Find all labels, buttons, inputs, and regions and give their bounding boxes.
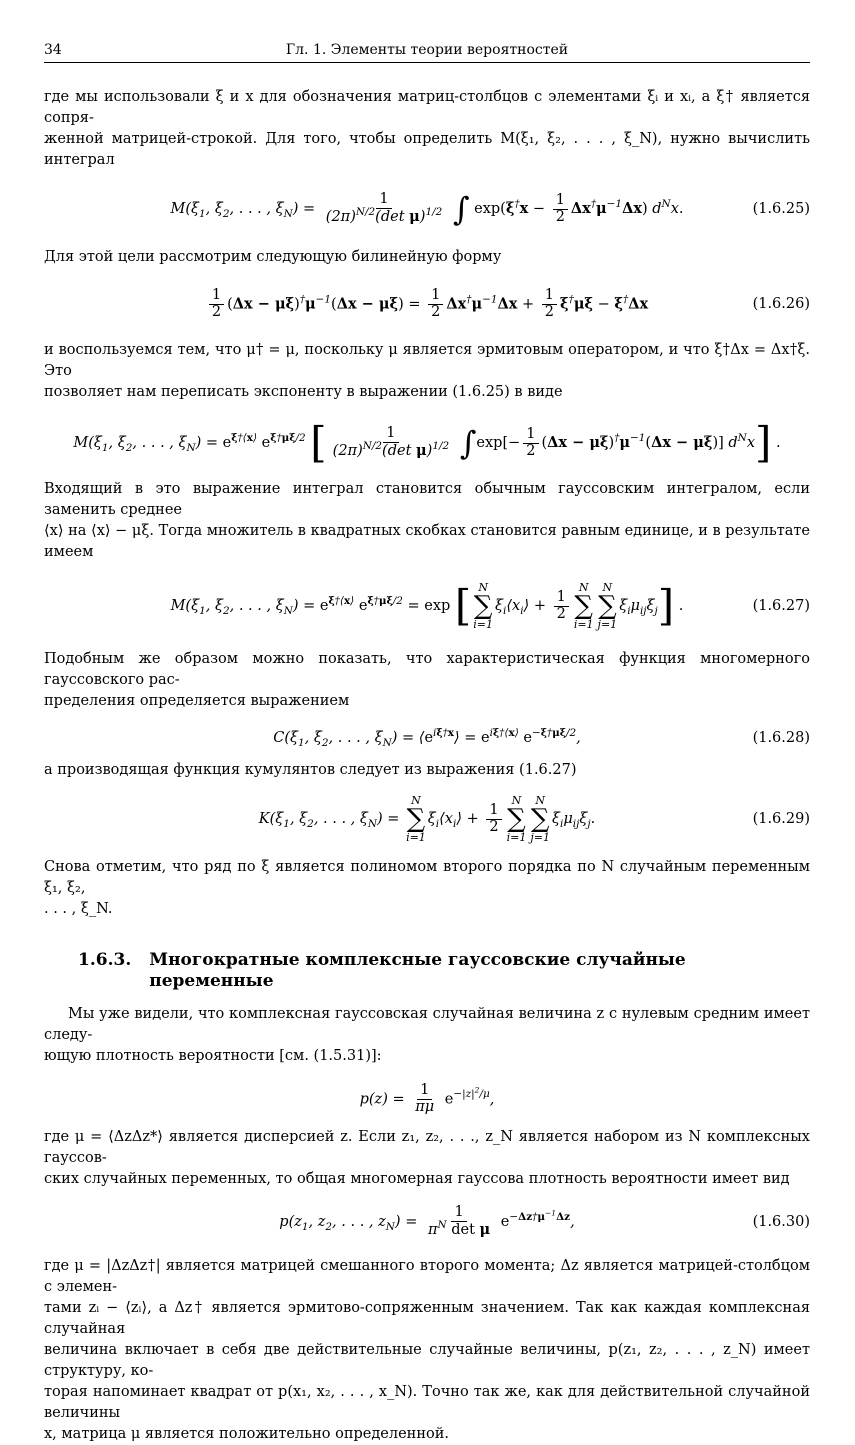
paragraph-line: . . . , ξ_N. [44,901,113,917]
equation-body: $M(\xi_1$, $\xi_2$, . . . , $\xi_N$) = $\frac{1}{(2\pi)^{N/2}(\det \mu)^{1/2}}$ ∫ exp(ξ†x − $\frac{1}{2}$ $\Delta x^\dagger\mu^{-1}\Delta x$) $d^Nx$. [170,190,684,228]
paragraph-line: тами zᵢ − ⟨zᵢ⟩, а Δz† является эрмитово-сопряженным значением. Так как каждая комплексная случайная [44,1300,810,1337]
running-title: Гл. 1. Элементы теории вероятностей [285,42,569,58]
paragraph-line: где μ = ⟨ΔzΔz*⟩ является дисперсией z. Если z₁, z₂, . . ., z_N является набором из N комплексных гауссов- [44,1129,810,1166]
equation-1-6-30 [44,1194,810,1250]
paragraph-line: пределения определяется выражением [44,693,350,709]
equation-1-6-26 [44,276,810,332]
equation-body: $M(\xi_1$, $\xi_2$, . . . , $\xi_N) = e^{\xi\dagger⟨x⟩}$ $e^{\xi\dagger\mu\xi/2} = \exp$ [ N ∑ i=1 $\xi_i⟨x_i⟩$ + $\frac{1}{2}$ N ∑ i=1 N ∑ j=1 $\xi_i\mu_{ij}\xi_j$] . [170,581,684,631]
paragraph-line: Входящий в это выражение интеграл становится обычным гауссовским интегралом, если заменить среднее [44,481,810,518]
paragraph-line: позволяет нам переписать экспоненту в выражении (1.6.25) в виде [44,384,563,400]
equation-body: $\frac{1}{2}$ $(\Delta x - \mu\xi)^\dagger\mu^{-1}(\Delta x - \mu\xi)$ = $\frac{1}{2}$ $\Delta x^\dagger\mu^{-1}\Delta x$ + $\frac{1}{2}$ ξ†μξ − ξ†Δx [206,288,648,321]
section-number: 1.6.3. [78,950,132,970]
equation-1-6-27 [44,569,810,643]
paragraph-line: и воспользуемся тем, что μ† = μ, поскольку μ является эрмитовым оператором, и что ξ†Δx = Δx†ξ. Это [44,342,810,379]
paragraph-line: женной матрицей-строкой. Для того, чтобы определить M(ξ₁, ξ₂, . . . , ξ_N), нужно вычислить интеграл [44,131,810,168]
paragraph-line: торая напоминает квадрат от p(x₁, x₂, . . . , x_N). Точно так же, как для действительной случайной величины [44,1384,810,1421]
section-heading [44,950,810,992]
equation-body: $M(\xi_1$, $\xi_2$, . . . , $\xi_N) = e^{\xi\dagger⟨x⟩}$ $e^{\xi\dagger\mu\xi/2}$ [ $\frac{1}{(2\pi)^{N/2}(\det \mu)^{1/2}}$ ∫exp[− $\frac{1}{2}$ $(\Delta x - \mu\xi)^\dagger\mu^{-1}(\Delta x - \mu\xi)$] $d^Nx$] . [73,418,781,467]
equation-body: $C(\xi_1$, $\xi_2$, . . . , $\xi_N$) = $⟨e^{i\xi\dagger x}⟩ = e^{i\xi\dagger⟨x⟩}$ $e^{-\xi\dagger\mu\xi/2}$, [273,726,581,749]
equation-number: (1.6.25) [752,200,810,217]
paragraph-line: Для этой цели рассмотрим следующую билинейную форму [44,249,502,265]
page-number: 34 [44,42,62,58]
equation-body: p(z) = $\frac{1}{\pi\mu}$ $e^{-|z|^2/\mu}$, [359,1081,495,1115]
equation-pz [44,1071,810,1127]
equation-number: (1.6.29) [752,810,810,827]
paragraph-line: Мы уже видели, что комплексная гауссовская случайная величина z с нулевым средним имеет следу- [44,1006,810,1043]
paragraph-line: где μ = |ΔzΔz†| является матрицей смешанного второго момента; Δz является матрицей-столбцом с элемен- [44,1258,810,1295]
equation-exponent-rewrite [44,413,810,473]
paragraph-line: где мы использовали ξ и x для обозначения матриц-столбцов с элементами ξᵢ и xᵢ, а ξ† является сопря- [44,89,810,126]
equation-number: (1.6.28) [752,729,810,746]
equation-1-6-25 [44,181,810,237]
equation-number: (1.6.27) [752,597,810,614]
equation-number: (1.6.26) [752,295,810,312]
paragraph-line: x, матрица μ является положительно определенной. [44,1426,449,1442]
equation-body: $p(z_1$, $z_2$, . . . , $z_N$) = $\frac{1}{\pi^N \det \mu}$ $e^{-\Delta z\dagger\mu^{-1}\Delta z}$, [279,1204,575,1238]
paragraph-line: а производящая функция кумулянтов следует из выражения (1.6.27) [44,762,577,778]
paragraph-line: Снова отметим, что ряд по ξ является полиномом второго порядка по N случайным переменным ξ₁, ξ₂, [44,859,810,896]
paragraph-line: Подобным же образом можно показать, что характеристическая функция многомерного гауссовского рас- [44,651,810,688]
equation-number: (1.6.30) [752,1213,810,1230]
equation-body: $K(\xi_1$, $\xi_2$, . . . , $\xi_N$) = N ∑ i=1 $\xi_i⟨x_i⟩$ + $\frac{1}{2}$ N ∑ i=1 N ∑ j=1 $\xi_i\mu_{ij}\xi_j$. [258,794,596,844]
paragraph-line: ских случайных переменных, то общая многомерная гауссова плотность вероятности имеет вид [44,1171,790,1187]
page-header [44,40,810,63]
equation-1-6-28 [44,716,810,760]
equation-1-6-29 [44,787,810,851]
paragraph-line: ⟨x⟩ на ⟨x⟩ − μξ. Тогда множитель в квадратных скобках становится равным единице, и в результате имеем [44,523,810,560]
document-page [44,40,810,1445]
paragraph-line: величина включает в себя две действительные случайные величины, p(z₁, z₂, . . . , z_N) имеет структуру, ко- [44,1342,810,1379]
section-title: Многократные комплексные гауссовские случайные переменные [149,950,686,991]
paragraph-line: ющую плотность вероятности [см. (1.5.31)]: [44,1048,382,1064]
